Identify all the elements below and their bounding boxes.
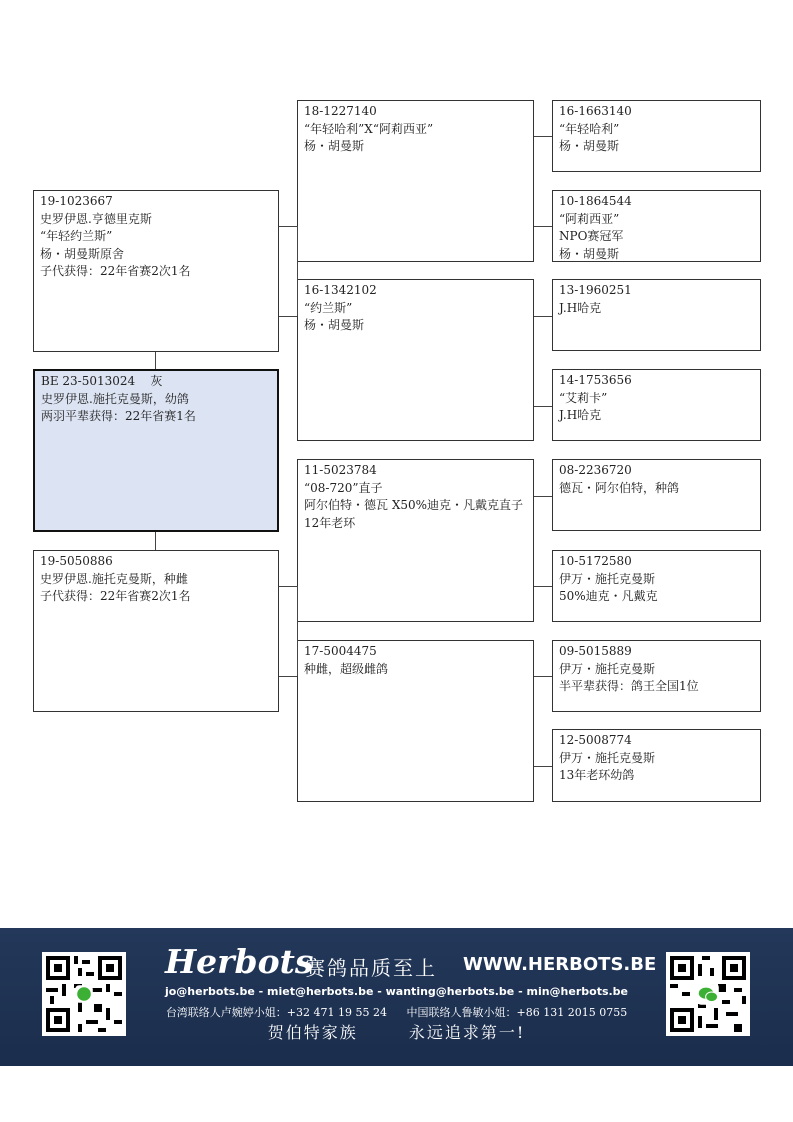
connector-line	[534, 676, 552, 677]
ancestor-line: 伊万・施托克曼斯	[559, 661, 656, 676]
connector-line	[279, 226, 297, 227]
ancestor-line: “阿莉西亚”	[559, 211, 620, 226]
ancestor-line: “年轻哈利”X“阿莉西亚”	[304, 121, 434, 136]
ancestor-line: “年轻哈利”	[559, 121, 620, 136]
connector-line	[534, 496, 552, 497]
sire-line: 子代获得：22年省赛2次1名	[40, 264, 191, 278]
ancestor-line: “约兰斯”	[304, 300, 353, 315]
connector-line	[297, 586, 298, 676]
connector-line	[279, 316, 297, 317]
herbots-logo: Herbots	[165, 942, 314, 981]
contact-line	[0, 1004, 793, 1020]
slogan: 赛鸽品质至上	[305, 956, 437, 980]
dam-dam-card	[297, 640, 534, 802]
connector-line	[534, 226, 552, 227]
ancestor-line: 12年老环	[304, 515, 356, 530]
ancestor-line: 伊万・施托克曼斯	[559, 571, 656, 586]
g3-card-1	[552, 100, 761, 172]
g3-card-4	[552, 369, 761, 441]
ancestor-line: 杨・胡曼斯	[559, 139, 620, 153]
ancestor-line: J.H哈克	[559, 300, 602, 315]
sire-line: 19-1023667	[40, 194, 113, 208]
contact-taiwan: 台湾联络人卢婉婷小姐：+32 471 19 55 24	[165, 1006, 387, 1019]
ancestor-line: 14-1753656	[559, 373, 632, 387]
ancestor-line: 半平辈获得：鸽王全国1位	[559, 679, 699, 693]
subject-line: 两羽平辈获得：22年省赛1名	[41, 409, 196, 423]
ancestor-line: 杨・胡曼斯	[559, 246, 620, 261]
g3-card-5	[552, 459, 761, 531]
ancestor-line: J.H哈克	[559, 408, 602, 422]
subject-card	[33, 369, 279, 532]
subject-line: BE 23-5013024 灰	[41, 374, 163, 388]
dam-line: 子代获得：22年省赛2次1名	[40, 589, 191, 603]
ancestor-line: 09-5015889	[559, 644, 632, 658]
motto-left: 贺伯特家族	[267, 1023, 358, 1042]
subject-line: 史罗伊恩.施托克曼斯，幼鸽	[41, 391, 189, 406]
connector-line	[297, 226, 298, 316]
g3-card-6	[552, 550, 761, 622]
g3-card-2	[552, 190, 761, 262]
connector-line	[155, 532, 156, 550]
sire-line: “年轻约兰斯”	[40, 229, 113, 243]
footer-banner	[0, 928, 793, 1066]
sire-line: 杨・胡曼斯原舍	[40, 246, 125, 261]
connector-line	[534, 406, 552, 407]
ancestor-line: “艾莉卡”	[559, 390, 608, 405]
connector-line	[279, 676, 297, 677]
dam-line: 19-5050886	[40, 554, 113, 568]
ancestor-line: 13-1960251	[559, 283, 632, 297]
ancestor-line: 11-5023784	[304, 463, 377, 477]
email-list: jo@herbots.be - miet@herbots.be - wanting@herbots.be - min@herbots.be	[164, 985, 629, 998]
connector-line	[534, 766, 552, 767]
website-link[interactable]: WWW.HERBOTS.BE	[463, 954, 657, 975]
contact-china: 中国联络人鲁敏小姐：+86 131 2015 0755	[406, 1006, 628, 1019]
ancestor-line: 13年老环幼鸽	[559, 768, 635, 782]
brand-row	[165, 942, 657, 982]
ancestor-line: 16-1342102	[304, 283, 377, 297]
ancestor-line: 08-2236720	[559, 463, 632, 477]
ancestor-line: 杨・胡曼斯	[304, 318, 365, 332]
ancestor-line: 16-1663140	[559, 104, 632, 118]
connector-line	[534, 136, 552, 137]
ancestor-line: 德瓦・阿尔伯特，种鸽	[559, 480, 680, 495]
ancestor-line: 伊万・施托克曼斯	[559, 750, 656, 765]
sire-line: 史罗伊恩.亨德里克斯	[40, 211, 152, 226]
ancestor-line: 10-5172580	[559, 554, 632, 568]
motto	[0, 1020, 793, 1043]
ancestor-line: 杨・胡曼斯	[304, 139, 365, 153]
ancestor-line: “08-720”直子	[304, 480, 383, 495]
connector-line	[155, 352, 156, 369]
dam-sire-card	[297, 459, 534, 622]
ancestor-line: 10-1864544	[559, 194, 632, 208]
ancestor-line: NPO赛冠军	[559, 229, 624, 243]
ancestor-line: 18-1227140	[304, 104, 377, 118]
ancestor-line: 17-5004475	[304, 644, 377, 658]
sire-sire-card	[297, 100, 534, 262]
g3-card-8	[552, 729, 761, 802]
ancestor-line: 12-5008774	[559, 733, 632, 747]
connector-line	[534, 586, 552, 587]
dam-card	[33, 550, 279, 712]
sire-dam-card	[297, 279, 534, 441]
g3-card-7	[552, 640, 761, 712]
ancestor-line: 50%迪克・凡戴克	[559, 589, 658, 603]
g3-card-3	[552, 279, 761, 351]
connector-line	[534, 316, 552, 317]
ancestor-line: 阿尔伯特・德瓦 X50%迪克・凡戴克直子	[304, 498, 524, 512]
dam-line: 史罗伊恩.施托克曼斯，种雌	[40, 571, 188, 586]
sire-card	[33, 190, 279, 352]
motto-right: 永远追求第一!	[408, 1023, 526, 1042]
ancestor-line: 种雌，超级雌鸽	[304, 661, 389, 676]
connector-line	[279, 586, 297, 587]
